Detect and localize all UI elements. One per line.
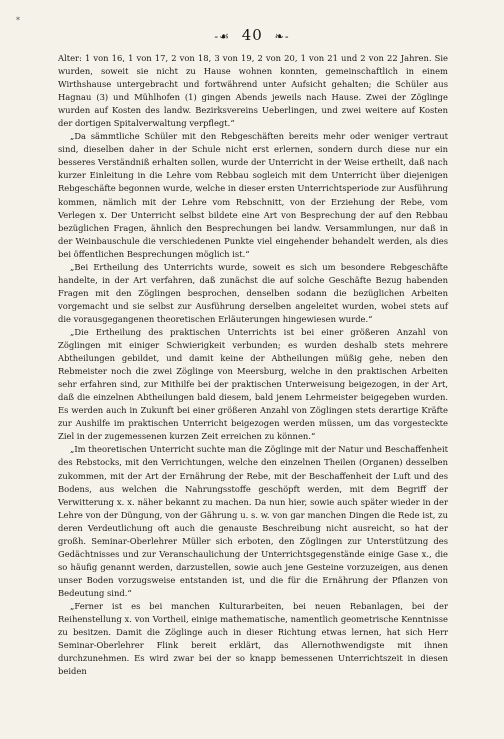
left-ornament: -☙: [214, 30, 230, 43]
paragraph: „Da sämmtliche Schüler mit den Rebgeschäften bereits mehr oder weniger vertraut sind, dieselben daher in der Schule nicht erst erlernen, sondern durch diese nur ein besseres Verständniß erhalten sollen, wurde der Unterricht in der Weise ertheilt, daß nach kurzer Einleitung in die Lehre vom Rebbau sogleich mit dem Unterricht über diejenigen Rebgeschäfte begonnen wurde, welche in dieser ersten Unterrichtsperiode zur Ausführung kommen, nämlich mit der Lehre vom Rebschnitt, von der Erziehung der Rebe, vom Verlegen x. Der Unterricht selbst bildete eine Art von Besprechung der auf den Rebbau bezüglichen Fragen, ähnlich den Besprechungen bei landw. Versammlungen, nur daß in der Weinbauschule die verschiedenen Punkte viel eingehender behandelt werden, als dies bei öffentlichen Besprechungen möglich ist.“: [58, 131, 448, 259]
paragraph: „Ferner ist es bei manchen Kulturarbeiten, bei neuen Rebanlagen, bei der Reihenstellung x. von Vortheil, einige mathematische, namentlich geometrische Kenntnisse zu besitzen. Damit die Zöglinge auch in dieser Richtung etwas lernen, hat sich Herr Seminar-Oberlehrer Flink bereit erklärt, das Allernothwendigste mit ihnen durchzunehmen. Es wird zwar bei der so knapp bemessenen Unterrichtszeit in diesen beiden: [58, 600, 448, 677]
page-number: 40: [241, 26, 263, 44]
paragraph: „Im theoretischen Unterricht suchte man die Zöglinge mit der Natur und Beschaffenheit des Rebstocks, mit den Verrichtungen, welche den einzelnen Theilen (Organen) desselben zukommen, mit der Art der Ernährung der Rebe, mit der Beschaffenheit der Luft und des Bodens, aus welchen die Nahrungsstoffe geschöpft werden, mit dem Begriff der Verwitterung x. x. näher bekannt zu machen. Da nun hier, sowie auch später wieder in der Lehre von der Düngung, von der Gährung u. s. w. von gar manchen Dingen die Rede ist, zu deren Verdeutlichung oft auch die genauste Beschreibung nicht ausreicht, so hat der großh. Seminar-Oberlehrer Müller sich erboten, den Zöglingen zur Unterstützung des Gedächtnisses und zur Veranschaulichung der Unterrichtsgegenstände einige Gase x., die so häufig genannt werden, darzustellen, sowie auch jene Gesteine vorzuzeigen, aus denen unser Boden vorzugsweise entstanden ist, und die für die Ernährung der Pflanzen von Bedeutung sind.“: [58, 444, 448, 598]
page-header: [0, 26, 504, 44]
right-ornament: ❧-: [274, 30, 290, 43]
corner-mark: *: [16, 16, 20, 25]
body-text: [58, 52, 448, 678]
paragraph: „Die Ertheilung des praktischen Unterrichts ist bei einer größeren Anzahl von Zöglingen mit einiger Schwierigkeit verbunden; es wurden deshalb stets mehrere Abtheilungen gebildet, und damit keine der Abtheilungen müßig gehe, neben den Rebmeister noch die zwei Zöglinge von Meersburg, welche in den praktischen Arbeiten sehr erfahren sind, zur Mithilfe bei der praktischen Unterweisung beigezogen, in der Art, daß die einzelnen Abtheilungen bald diesem, bald jenem Lehrmeister beigegeben wurden. Es werden auch in Zukunft bei einer größeren Anzahl von Zöglingen stets derartige Kräfte zur Aushilfe im praktischen Unterricht beigezogen werden müssen, um das vorgesteckte Ziel in der zugemessenen kurzen Zeit erreichen zu können.“: [58, 326, 448, 442]
paragraph: Alter: 1 von 16, 1 von 17, 2 von 18, 3 von 19, 2 von 20, 1 von 21 und 2 von 22 Jahren. Sie wurden, soweit sie nicht zu Hause wohnen konnten, gemeinschaftlich in einem Wirthshause untergebracht und fortwährend unter Aufsicht gehalten; die Schüler aus Hagnau (3) und Mühlhofen (1) gingen Abends jeweils nach Hause. Zwei der Zöglinge wurden auf Kosten des landw. Bezirksvereins Ueberlingen, und zwei weitere auf Kosten der dortigen Spitalverwaltung verpflegt.“: [58, 53, 448, 129]
paragraph: „Bei Ertheilung des Unterrichts wurde, soweit es sich um besondere Rebgeschäfte handelte, in der Art verfahren, daß zunächst die auf solche Geschäfte Bezug habenden Fragen mit den Zöglingen besprochen, denselben sodann die bezüglichen Arbeiten vorgemacht und sie selbst zur Ausführung derselben angeleitet wurden, wobei stets auf die vorausgegangenen theoretischen Erläuterungen hingewiesen wurde.“: [58, 261, 448, 324]
